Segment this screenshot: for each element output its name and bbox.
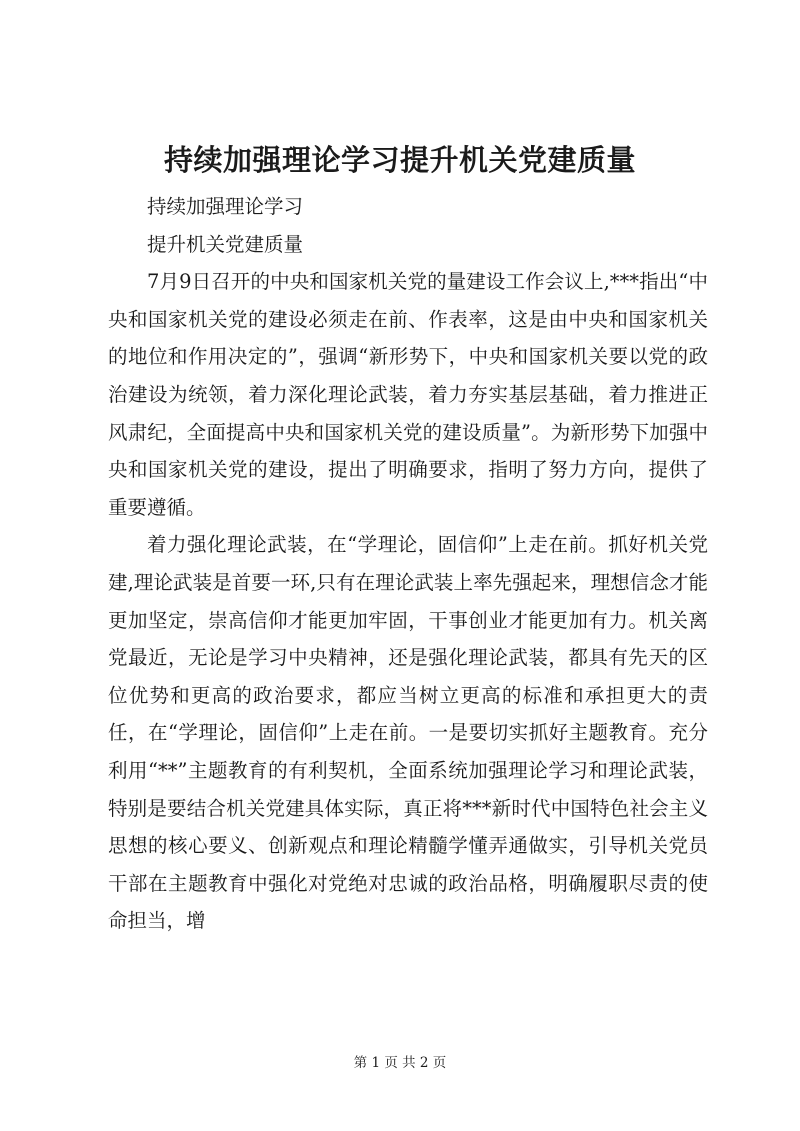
document-body bbox=[108, 188, 708, 940]
subtitle-line-1: 持续加强理论学习 bbox=[147, 195, 304, 218]
body-paragraph: 着力强化理论武装，在“学理论，固信仰”上走在前。抓好机关党建,理论武装是首要一环,只有在理论武装上率先强起来，理想信念才能更加坚定，崇高信仰才能更加牢固，干事创业才能更加有力。机关离党最近，无论是学习中央精神，还是强化理论武装，都具有先天的区位优势和更高的政治要求，都应当树立更高的标准和承担更大的责任，在“学理论，固信仰”上走在前。一是要切实抓好主题教育。充分利用“**”主题教育的有利契机，全面系统加强理论学习和理论武装，特别是要结合机关党建具体实际，真正将***新时代中国特色社会主义思想的核心要义、创新观点和理论精髓学懂弄通做实，引导机关党员干部在主题教育中强化对党绝对忠诚的政治品格，明确履职尽责的使命担当，增 bbox=[108, 533, 708, 933]
document-title: 持续加强理论学习提升机关党建质量 bbox=[163, 143, 636, 177]
body-paragraph: 7月9日召开的中央和国家机关党的量建设工作会议上,***指出“中央和国家机关党的建设必须走在前、作表率，这是由中央和国家机关的地位和作用决定的”，强调“新形势下，中央和国家机关要以党的政治建设为统领，着力深化理论武装，着力夯实基层基础，着力推进正风肃纪，全面提高中央和国家机关党的建设质量”。为新形势下加强中央和国家机关党的建设，提出了明确要求，指明了努力方向，提供了重要遵循。 bbox=[108, 270, 708, 519]
page-number: 第 1 页 共 2 页 bbox=[353, 1055, 447, 1071]
subtitle-line-2: 提升机关党建质量 bbox=[147, 232, 304, 256]
